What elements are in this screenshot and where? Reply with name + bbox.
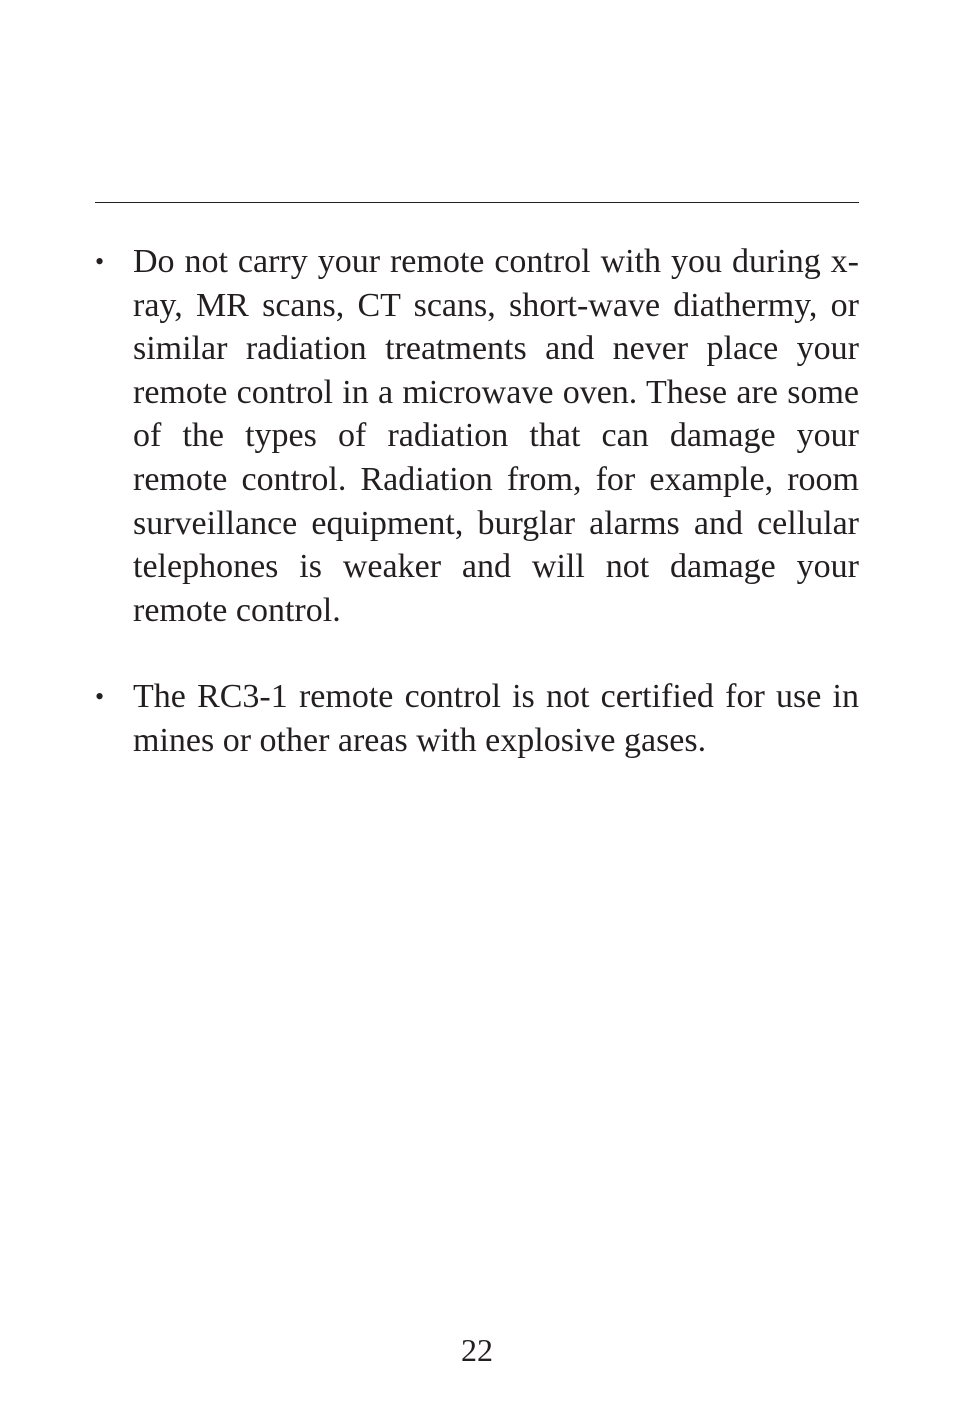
list-item bbox=[95, 240, 859, 632]
bullet-icon: • bbox=[95, 682, 105, 712]
bullet-icon: • bbox=[95, 247, 105, 276]
page-number: 22 bbox=[461, 1332, 493, 1368]
list-item-text: The RC3-1 remote control is not certified for use in mines or other areas with explosive gases. bbox=[133, 678, 859, 759]
bullet-list bbox=[95, 240, 859, 806]
list-item bbox=[95, 675, 859, 762]
list-item-text: Do not carry your remote control with you during x-ray, MR scans, CT scans, short-wave diathermy, or similar radiation treatments and never place your remote control in a microwave oven. These are some of the types of radiation that can damage your remote control. Radiation from, for example, room surveillance equipment, burglar alarms and cellular telephones is weaker and will not damage your remote control. bbox=[133, 243, 859, 629]
header-rule bbox=[95, 202, 859, 203]
